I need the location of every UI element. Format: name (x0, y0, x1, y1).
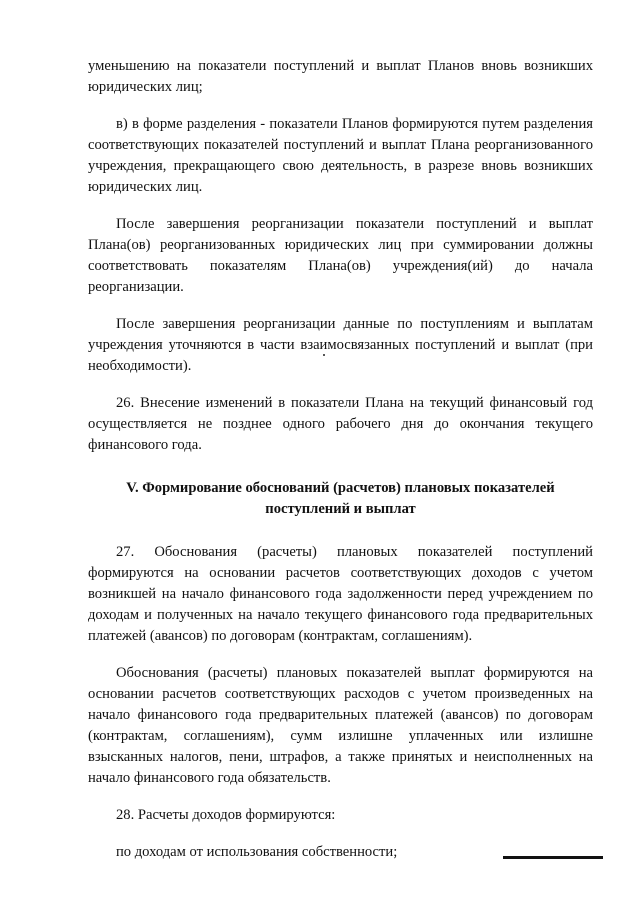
paragraph-expenses-justification: Обоснования (расчеты) плановых показателей выплат формируются на основании расчетов соответствующих расходов с учетом произведенных на начало финансового года предварительных платежей (авансов) по договорам (контрактам, соглашениям), сумм излишне уплаченных или излишне взысканных налогов, пени, штрафов, а также принятых и неисполненных на начало финансового года обязательств. (88, 665, 593, 786)
section-heading (88, 478, 593, 520)
paragraph-after-reorganization-1: После завершения реорганизации показатели поступлений и выплат Плана(ов) реорганизованных юридических лиц при суммировании должны соответствовать показателям Плана(ов) учреждения(ий) до начала реорганизации. (88, 216, 593, 295)
paragraph-28: 28. Расчеты доходов формируются: (116, 807, 336, 823)
section-heading-line-2: поступлений и выплат (265, 501, 416, 517)
document-page (88, 56, 593, 879)
paragraph-after-reorganization-2: После завершения реорганизации данные по поступлениям и выплатам учреждения уточняются в части взаимосвязанных поступлений и выплат (при необходимости). (88, 316, 593, 374)
section-heading-line-1: V. Формирование обоснований (расчетов) плановых показателей (126, 480, 555, 496)
paragraph-27: 27. Обоснования (расчеты) плановых показателей поступлений формируются на основании расчетов соответствующих доходов с учетом возникшей на начало финансового года задолженности перед учреждением по доходам и полученных на начало текущего финансового года предварительных платежей (авансов) по договорам (контрактам, соглашениям). (88, 544, 593, 644)
paragraph-income-property: по доходам от использования собственности; (116, 844, 398, 860)
bottom-rule (503, 856, 603, 859)
scan-speck (323, 354, 325, 356)
paragraph-division: в) в форме разделения - показатели Планов формируются путем разделения соответствующих показателей поступлений и выплат Плана реорганизованного учреждения, прекращающего свою деятельность, в разрезе вновь возникших юридических лиц. (88, 116, 593, 195)
paragraph-continuation: уменьшению на показатели поступлений и выплат Планов вновь возникших юридических лиц; (88, 58, 593, 95)
paragraph-26: 26. Внесение изменений в показатели Плана на текущий финансовый год осуществляется не позднее одного рабочего дня до окончания текущего финансового года. (88, 395, 593, 453)
